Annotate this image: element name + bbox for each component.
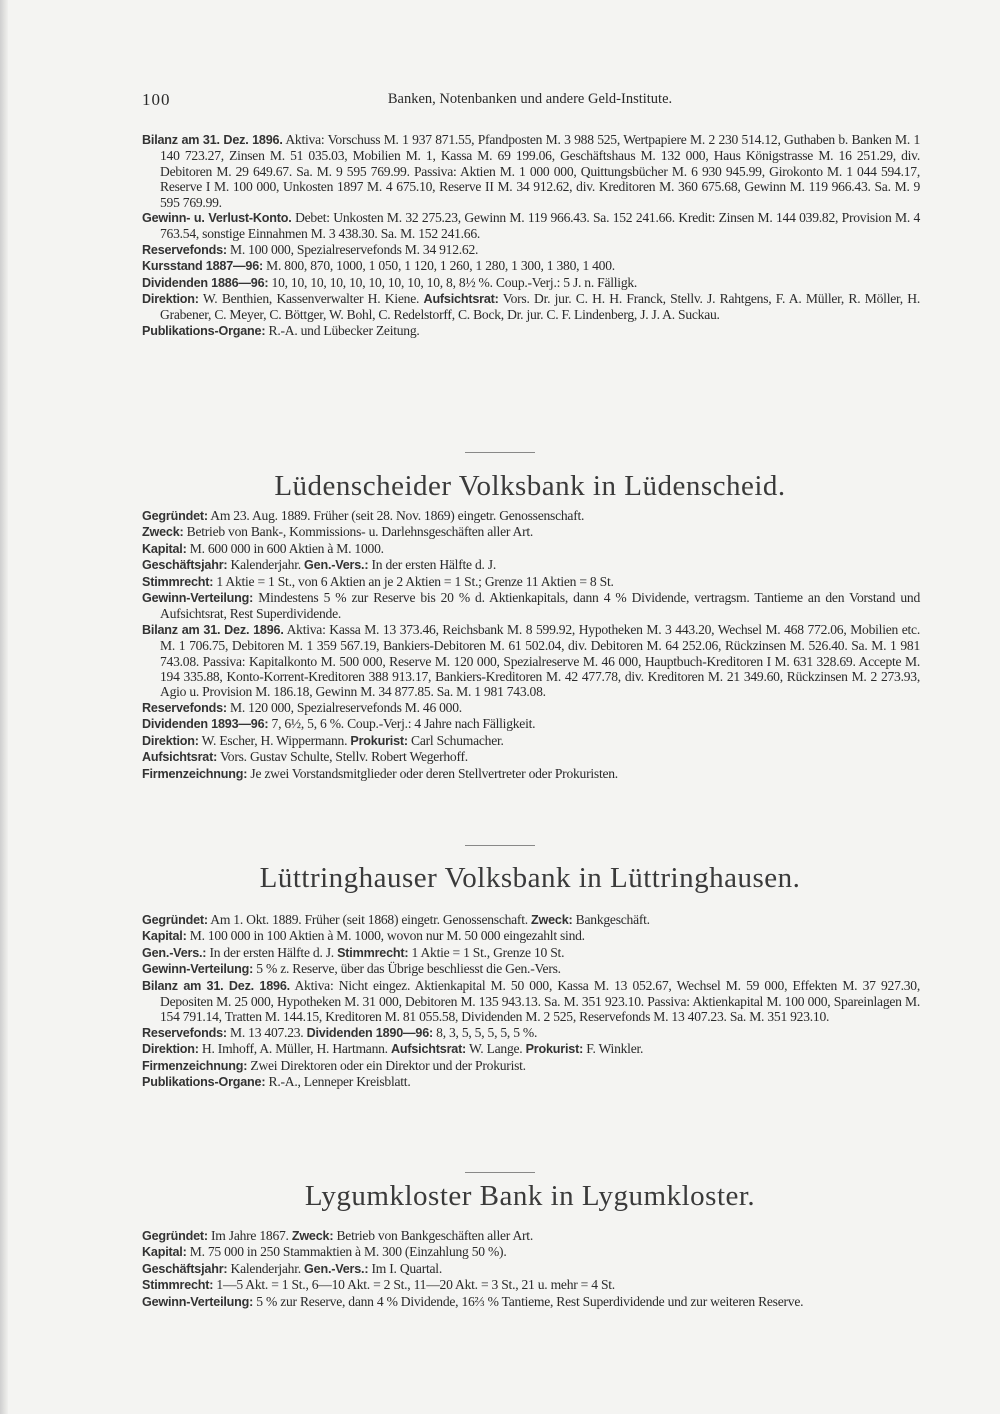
entry <box>142 590 920 622</box>
entry-label: Zweck: <box>531 913 573 927</box>
entry <box>142 733 920 749</box>
entry-label: Aufsichtsrat: <box>423 292 499 307</box>
entry-text: Im Jahre 1867. <box>207 1228 292 1243</box>
entry-text: 7, 6½, 5, 6 %. Coup.-Verj.: 4 Jahre nach Fälligkeit. <box>268 716 536 732</box>
entry <box>142 749 920 765</box>
entry-text: R.-A. und Lübecker Zeitung. <box>265 322 420 338</box>
entry-label: Geschäftsjahr: <box>142 1261 228 1276</box>
entry <box>142 524 920 540</box>
entry-text: M. 13 407.23. <box>226 1024 307 1040</box>
running-title: Banken, Notenbanken und andere Geld-Institute. <box>387 91 673 107</box>
entry <box>142 700 920 716</box>
entry <box>142 1074 920 1090</box>
entry-text: Im I. Quartal. <box>368 1260 442 1276</box>
entry-text: H. Imhoff, A. Müller, H. Hartmann. <box>198 1041 391 1057</box>
entry-label: Zweck: <box>142 525 184 540</box>
entry-label: Prokurist: <box>525 1042 584 1057</box>
entry <box>142 210 920 242</box>
entry-label: Gegründet: <box>142 1229 208 1243</box>
section-lygumkloster <box>142 1228 920 1310</box>
entry-text: 10, 10, 10, 10, 10, 10, 10, 10, 10, 8, 8½ %. Coup.-Verj.: 5 J. n. Fälligk. <box>268 274 638 290</box>
entry-text: W. Benthien, Kassenverwalter H. Kiene. <box>198 291 424 307</box>
entry-label: Bilanz am 31. Dez. 1896. <box>142 978 290 993</box>
entry-label: Reservefonds: <box>142 1025 227 1040</box>
entry-label: Direktion: <box>142 1042 199 1057</box>
entry-text: M. 120 000, Spezialreservefonds M. 46 000. <box>226 699 462 715</box>
entry-label: Stimmrecht: <box>142 574 214 589</box>
section-luedenscheid <box>142 508 920 782</box>
entry <box>142 291 920 323</box>
entry-text: F. Winkler. <box>583 1041 644 1057</box>
entry-label: Stimmrecht: <box>142 1278 214 1293</box>
entry-text: Vors. Dr. jur. C. H. H. Franck, Stellv. J. Rahtgens, F. A. Müller, R. Möller, H. Grabener, C. Meyer, C. Böttger, W. Bohl, C. Redelstorff, C. Bock, Dr. jur. C. F. Lindenberg, J. J. A. Suckau. <box>160 291 920 323</box>
entry-label: Publikations-Organe: <box>142 323 266 338</box>
entry-label: Gewinn- u. Verlust-Konto. <box>142 211 292 226</box>
entry <box>142 508 920 524</box>
entry <box>142 1058 920 1074</box>
entry <box>142 242 920 258</box>
section-divider <box>465 452 535 453</box>
entry <box>142 912 920 928</box>
entry-label: Geschäftsjahr: <box>142 558 228 573</box>
section-title: Lygumkloster Bank in Lygumkloster. <box>304 1180 756 1212</box>
entry-text: W. Escher, H. Wippermann. <box>198 732 351 748</box>
entry-label: Bilanz am 31. Dez. 1896. <box>142 133 283 147</box>
section-luettringhausen <box>142 912 920 1090</box>
entry-label: Gen.-Vers.: <box>304 1261 369 1276</box>
entry <box>142 574 920 590</box>
entry-label: Reservefonds: <box>142 242 227 257</box>
entry-text: Je zwei Vorstandsmitglieder oder deren Stellvertreter oder Prokuristen. <box>247 765 618 781</box>
page-binding-edge <box>0 0 8 1414</box>
entry <box>142 323 920 339</box>
entry <box>142 961 920 977</box>
entry-text: 1 Aktie = 1 St., Grenze 10 St. <box>408 944 565 960</box>
entry-label: Kapital: <box>142 541 187 556</box>
entry-label: Direktion: <box>142 733 199 748</box>
entry-label: Firmenzeichnung: <box>142 766 248 781</box>
entry-text: 1 Aktie = 1 St., von 6 Aktien an je 2 Aktien = 1 St.; Grenze 11 Aktien = 8 St. <box>213 573 614 589</box>
entry-text: Betrieb von Bank-, Kommissions- u. Darlehnsgeschäften aller Art. <box>183 524 534 540</box>
entry-label: Gegründet: <box>142 913 208 927</box>
entry-text: Carl Schumacher. <box>407 732 504 748</box>
entry-label: Aufsichtsrat: <box>142 750 218 765</box>
section-title: Lüdenscheider Volksbank in Lüdenscheid. <box>274 470 786 502</box>
entry <box>142 1277 920 1293</box>
entry <box>142 1261 920 1277</box>
entry-text: Am 1. Okt. 1889. Früher (seit 1868) eingetr. Genossenschaft. <box>207 912 532 927</box>
entry-text: R.-A., Lenneper Kreisblatt. <box>265 1074 411 1090</box>
entry-label: Kursstand 1887—96: <box>142 259 263 274</box>
entry <box>142 928 920 944</box>
entry-text: M. 100 000, Spezialreservefonds M. 34 912.62. <box>226 241 479 257</box>
entry-label: Gewinn-Verteilung: <box>142 962 254 977</box>
entry-label: Prokurist: <box>350 733 408 748</box>
entry-text: Debet: Unkosten M. 32 275.23, Gewinn M. 119 966.43. Sa. 152 241.66. Kredit: Zinsen M. 144 039.82, Provision M. 4 763.54, sonstige Einnahmen M. 3 438.30. Sa. M. 152 241.66. <box>160 210 920 242</box>
entry <box>142 541 920 557</box>
entry-label: Firmenzeichnung: <box>142 1058 248 1073</box>
section-divider <box>465 845 535 846</box>
entry-label: Dividenden 1893—96: <box>142 717 269 732</box>
entry-label: Gegründet: <box>142 509 208 523</box>
entry-text: M. 800, 870, 1000, 1 050, 1 120, 1 260, 1 280, 1 300, 1 380, 1 400. <box>263 258 615 274</box>
entry-text: Aktiva: Nicht eingez. Aktienkapital M. 50 000, Kassa M. 13 052.67, Wechsel M. 59 000, Effekten M. 37 927.30, Depositen M. 25 000, Hypotheken M. 31 000, Debitoren M. 135 943.13. Sa. M. 351 923.10. Passiva: Aktienkapital M. 100 000, Spareinlagen M. 154 791.14, Tratten M. 144.15, Kreditoren M. 81 055.58, Dividenden M. 2 525, Reservefonds M. 13 407.23. Sa. M. 351 923.10. <box>160 977 921 1025</box>
page-number: 100 <box>142 90 171 109</box>
entry-text: M. 100 000 in 100 Aktien à M. 1000, wovon nur M. 50 000 eingezahlt sind. <box>186 928 585 944</box>
entry <box>142 132 920 210</box>
entry-label: Bilanz am 31. Dez. 1896. <box>142 622 284 637</box>
entry-label: Gen.-Vers.: <box>142 945 207 960</box>
entry-text: In der ersten Hälfte d. J. <box>206 944 338 960</box>
entry-label: Dividenden 1886—96: <box>142 275 269 290</box>
entry-text: 5 % zur Reserve, dann 4 % Dividende, 16⅔ % Tantieme, Rest Superdividende und zur weiteren Reserve. <box>253 1293 804 1309</box>
entry-text: Zwei Direktoren oder ein Direktor und der Prokurist. <box>247 1057 526 1073</box>
section-divider <box>465 1172 535 1173</box>
entry-label: Reservefonds: <box>142 700 227 715</box>
entry-label: Publikations-Organe: <box>142 1075 266 1090</box>
entry <box>142 1228 920 1244</box>
entry-label: Dividenden 1890—96: <box>306 1025 433 1040</box>
entry-text: M. 600 000 in 600 Aktien à M. 1000. <box>186 540 384 556</box>
entry <box>142 1041 920 1057</box>
entry <box>142 978 920 1025</box>
entry <box>142 258 920 274</box>
entry-label: Gewinn-Verteilung: <box>142 1294 254 1309</box>
entry-label: Gen.-Vers.: <box>304 558 369 573</box>
entry-text: 1—5 Akt. = 1 St., 6—10 Akt. = 2 St., 11—20 Akt. = 3 St., 21 u. mehr = 4 St. <box>213 1277 615 1293</box>
entry-label: Gewinn-Verteilung: <box>142 591 254 606</box>
entry-text: 5 % z. Reserve, über das Übrige beschliesst die Gen.-Vers. <box>253 961 561 977</box>
entry-text: Aktiva: Kassa M. 13 373.46, Reichsbank M. 8 599.92, Hypotheken M. 3 443.20, Wechsel M. 468 772.06, Mobilien etc. M. 1 706.75, Debitoren M. 1 359 567.19, Bankiers-Debitoren M. 61 502.04, div. Debitoren M. 64 252.06, Rückzinsen M. 526.40. Sa. M. 1 981 743.08. Passiva: Kapitalkonto M. 500 000, Reserve M. 120 000, Spezialreserve M. 46 000, Hauptbuch-Kreditoren I M. 631 328.69. Accepte M. 194 335.88, Konto-Korrent-Kreditoren 388 913.17, Bankiers-Kreditoren M. 42 477.78, div. Kreditoren M. 21 349.60, Rückzinsen M. 2 273.93, Agio u. Provision M. 186.18, Gewinn M. 34 877.85. Sa. M. 1 981 743.08. <box>160 621 920 700</box>
entry <box>142 766 920 782</box>
entry-text: 8, 3, 5, 5, 5, 5, 5 %. <box>433 1024 538 1040</box>
entry <box>142 716 920 732</box>
entry-label: Kapital: <box>142 1245 187 1260</box>
entry-text: Mindestens 5 % zur Reserve bis 20 % d. Aktienkapitals, dann 4 % Dividende, vertragsm. Tantieme an den Vorstand und Aufsichtsrat, Rest Superdividende. <box>160 590 920 622</box>
entry <box>142 1244 920 1260</box>
section-title: Lüttringhauser Volksbank in Lüttringhausen. <box>259 862 801 894</box>
entry-text: Betrieb von Bankgeschäften aller Art. <box>333 1228 533 1243</box>
entry-text: Kalenderjahr. <box>227 1260 305 1276</box>
entry <box>142 1025 920 1041</box>
entry <box>142 622 920 700</box>
entry-text: In der ersten Hälfte d. J. <box>368 557 496 573</box>
entry-text: M. 75 000 in 250 Stammaktien à M. 300 (Einzahlung 50 %). <box>186 1244 507 1260</box>
entry-label: Stimmrecht: <box>337 945 409 960</box>
entry-text: W. Lange. <box>466 1041 526 1057</box>
section-continued <box>142 132 920 339</box>
entry <box>142 557 920 573</box>
entry <box>142 275 920 291</box>
entry-text: Am 23. Aug. 1889. Früher (seit 28. Nov. 1869) eingetr. Genossenschaft. <box>207 508 585 523</box>
entry <box>142 945 920 961</box>
entry-label: Aufsichtsrat: <box>390 1042 467 1057</box>
entry <box>142 1294 920 1310</box>
entry-text: Vors. Gustav Schulte, Stellv. Robert Wegerhoff. <box>217 749 468 765</box>
entry-text: Kalenderjahr. <box>227 557 305 573</box>
entry-label: Direktion: <box>142 292 199 307</box>
entry-text: Aktiva: Vorschuss M. 1 937 871.55, Pfandposten M. 3 988 525, Wertpapiere M. 2 230 514.12, Guthaben b. Banken M. 1 140 723.27, Zinsen M. 51 035.03, Mobilien M. 1, Kassa M. 69 199.06, Geschäftshaus M. 132 000, Haus Königstrasse M. 16 251.29, div. Debitoren M. 29 649.67. Sa. M. 9 595 769.99. Passiva: Aktien M. 1 000 000, Quittungsbücher M. 6 930 945.99, Girokonto M. 1 044 594.17, Reserve I M. 100 000, Unkosten 1897 M. 4 675.10, Reserve II M. 34 912.62, div. Kreditoren M. 360 675.68, Gewinn M. 119 966.43. Sa. M. 9 595 769.99. <box>160 132 920 210</box>
entry-label: Kapital: <box>142 929 187 944</box>
entry-text: Bankgeschäft. <box>572 912 650 927</box>
entry-label: Zweck: <box>291 1229 334 1243</box>
running-header <box>142 90 918 110</box>
